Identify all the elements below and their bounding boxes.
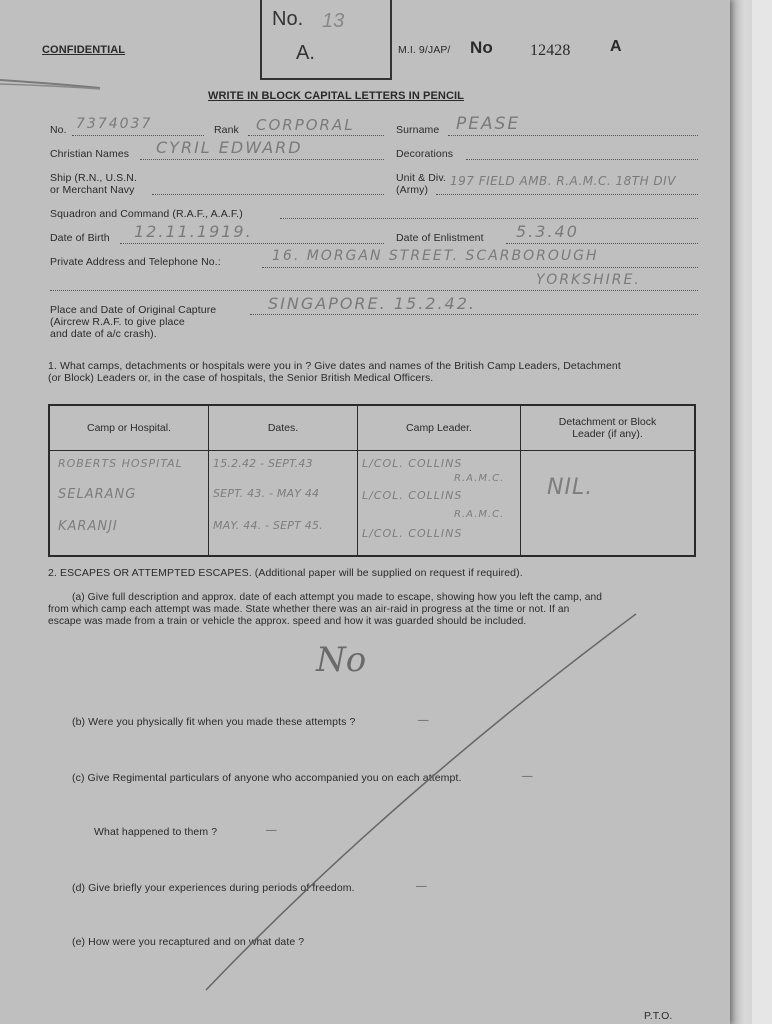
question-2a-line-2: from which camp each attempt was made. State whether there was an air-raid in progress at the time or not. If an [48, 604, 570, 615]
escape-answer: No [316, 640, 367, 680]
address-value-2: YORKSHIRE. [536, 272, 641, 288]
ref-code: M.I. 9/JAP/ [398, 44, 451, 56]
question-2c-answer: — [522, 770, 533, 782]
dates-2: SEPT. 43. - MAY 44 [213, 487, 320, 500]
ship-label-2: or Merchant Navy [50, 184, 135, 196]
instruction-heading: WRITE IN BLOCK CAPITAL LETTERS IN PENCIL [208, 90, 464, 102]
question-2-title: 2. ESCAPES OR ATTEMPTED ESCAPES. (Additional paper will be supplied on request if required). [48, 567, 523, 579]
stamp-number: 13 [322, 10, 345, 32]
question-2a-line-3: escape was made from a train or vehicle the approx. speed and how it was guarded should be included. [48, 616, 527, 627]
leader-3: L/COL. COLLINS [362, 527, 463, 540]
capture-value: SINGAPORE. 15.2.42. [268, 294, 476, 313]
leader-2: L/COL. COLLINS [362, 489, 463, 502]
header-camp-leader: Camp Leader. [358, 405, 521, 451]
question-2c-followup-answer: — [266, 824, 277, 836]
unit-value: 197 FIELD AMB. R.A.M.C. 18TH DIV [450, 174, 676, 188]
leader-2-corps: R.A.M.C. [454, 509, 505, 520]
camp-3: KARANJI [58, 519, 118, 534]
unit-label-1: Unit & Div. [396, 172, 446, 184]
detachment-value: NIL. [547, 475, 594, 500]
dob-label: Date of Birth [50, 232, 110, 244]
question-2d-answer: — [416, 880, 427, 892]
no-label-field: No. [50, 124, 67, 136]
serial-number: 12428 [530, 42, 571, 59]
no-label: No [470, 38, 493, 57]
question-2c: (c) Give Regimental particulars of anyone who accompanied you on each attempt. [72, 772, 462, 784]
question-2e: (e) How were you recaptured and on what date ? [72, 936, 305, 948]
squadron-label: Squadron and Command (R.A.F., A.A.F.) [50, 208, 243, 220]
question-1-line-1: 1. What camps, detachments or hospitals were you in ? Give dates and names of the British Camp Leaders, Detachment [48, 360, 621, 372]
christian-names-label: Christian Names [50, 148, 130, 160]
enlistment-label: Date of Enlistment [396, 232, 484, 244]
address-label: Private Address and Telephone No.: [50, 256, 221, 268]
confidential-label: CONFIDENTIAL [42, 44, 126, 56]
service-number: 7374037 [76, 116, 153, 132]
underlying-page-edge [752, 0, 772, 1024]
camp-1: ROBERTS HOSPITAL [58, 457, 183, 470]
header-dates: Dates. [209, 405, 358, 451]
rank-value: CORPORAL [256, 116, 355, 134]
question-2b: (b) Were you physically fit when you made these attempts ? [72, 716, 356, 728]
surname-value: PEASE [456, 114, 521, 134]
series-letter: A [610, 38, 622, 55]
question-2d: (d) Give briefly your experiences during periods of freedom. [72, 882, 355, 894]
header-camp: Camp or Hospital. [49, 405, 209, 451]
leader-1-corps: R.A.M.C. [454, 473, 505, 484]
capture-label-3: and date of a/c crash). [50, 328, 157, 340]
capture-label-2: (Aircrew R.A.F. to give place [50, 316, 185, 328]
stamp-letter: A. [296, 42, 315, 64]
dob-value: 12.11.1919. [134, 222, 253, 241]
address-value-1: 16. MORGAN STREET. SCARBOROUGH [272, 248, 599, 264]
question-2c-followup: What happened to them ? [94, 826, 218, 838]
unit-label-2: (Army) [396, 184, 429, 196]
stamp-no: No. [272, 8, 304, 30]
dates-3: MAY. 44. - SEPT 45. [213, 519, 323, 532]
camp-2: SELARANG [58, 487, 137, 502]
dates-1: 15.2.42 - SEPT.43 [213, 457, 313, 470]
rank-label: Rank [214, 124, 239, 136]
decorations-label: Decorations [396, 148, 454, 160]
enlistment-value: 5.3.40 [516, 222, 579, 241]
capture-label-1: Place and Date of Original Capture [50, 304, 217, 316]
ship-label-1: Ship (R.N., U.S.N. [50, 172, 137, 184]
pto-label: P.T.O. [644, 1010, 673, 1022]
question-2b-answer: — [418, 714, 429, 726]
surname-label: Surname [396, 124, 440, 136]
leader-1: L/COL. COLLINS [362, 457, 463, 470]
header-detachment: Detachment or Block Leader (if any). [521, 405, 696, 451]
christian-names-value: CYRIL EDWARD [156, 138, 303, 157]
question-1-line-2: (or Block) Leaders or, in the case of hospitals, the Senior British Medical Officers. [48, 372, 434, 384]
question-2a-line-1: (a) Give full description and approx. date of each attempt you made to escape, showing how you left the camp, and [72, 592, 603, 603]
